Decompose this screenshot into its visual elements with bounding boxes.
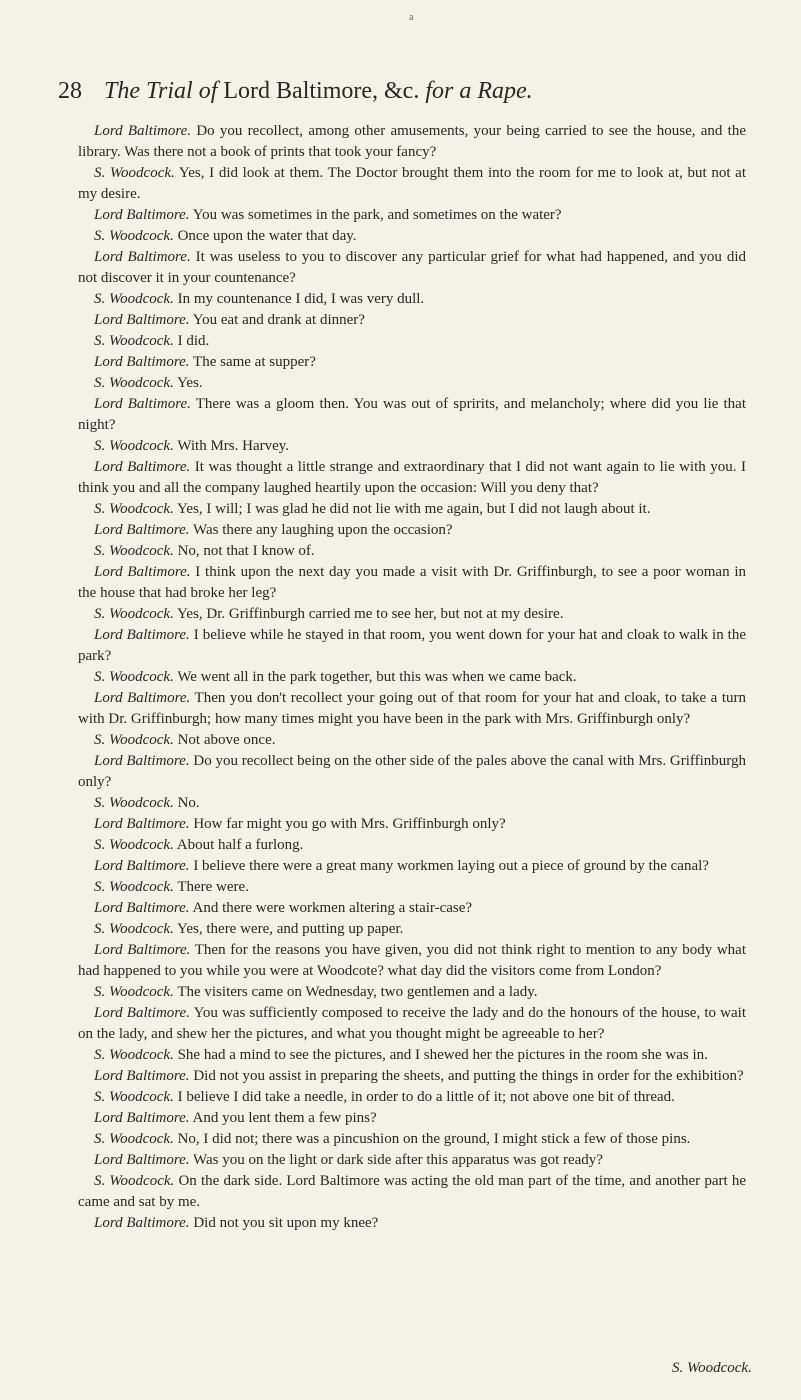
speech-text: Yes, Dr. Griffinburgh carried me to see her, but not at my desire. — [173, 606, 564, 622]
transcript-paragraph — [78, 1003, 746, 1045]
speech-text: Was you on the light or dark side after this apparatus was got ready? — [189, 1152, 603, 1168]
transcript-paragraph — [78, 751, 746, 793]
speech-text: About half a furlong. — [173, 837, 304, 853]
speaker-name: S. Woodcock. — [94, 165, 175, 181]
transcript-paragraph — [78, 730, 746, 751]
transcript-paragraph — [78, 121, 746, 163]
transcript-paragraph — [78, 1108, 746, 1129]
speech-text: Not above once. — [173, 732, 276, 748]
transcript-paragraph — [78, 541, 746, 562]
speaker-name: Lord Baltimore. — [94, 522, 190, 538]
speaker-name: S. Woodcock. — [94, 732, 174, 748]
speaker-name: Lord Baltimore. — [94, 1110, 190, 1126]
speaker-name: Lord Baltimore. — [94, 753, 190, 769]
transcript-paragraph — [78, 667, 746, 688]
speaker-name: S. Woodcock. — [94, 438, 174, 454]
speaker-name: Lord Baltimore. — [94, 816, 190, 832]
speech-text: You eat and drank at dinner? — [189, 312, 365, 328]
speech-text: And you lent them a few pins? — [189, 1110, 377, 1126]
speech-text: There were. — [173, 879, 249, 895]
speaker-name: S. Woodcock. — [94, 879, 174, 895]
transcript-paragraph — [78, 898, 746, 919]
speech-text: I think upon the next day you made a visit with Dr. Griffinburgh, to see a poor woman in the house that had broke her leg? — [78, 564, 746, 601]
speech-text: You was sometimes in the park, and sometimes on the water? — [189, 207, 562, 223]
speech-text: Once upon the water that day. — [173, 228, 357, 244]
speech-text: No. — [173, 795, 200, 811]
transcript-paragraph — [78, 982, 746, 1003]
speech-text: I believe while he stayed in that room, you went down for your hat and cloak to walk in the park? — [78, 627, 746, 664]
transcript-paragraph — [78, 436, 746, 457]
speech-text: I believe I did take a needle, in order to do a little of it; not above one bit of thread. — [173, 1089, 675, 1105]
speech-text: Yes, I will; I was glad he did not lie with me again, but I did not laugh about it. — [173, 501, 651, 517]
speaker-name: S. Woodcock. — [94, 228, 174, 244]
speaker-name: Lord Baltimore. — [94, 1215, 190, 1231]
header-title-italic: The Trial of — [104, 78, 218, 104]
transcript-paragraph — [78, 625, 746, 667]
transcript-paragraph — [78, 520, 746, 541]
speaker-name: Lord Baltimore. — [94, 249, 191, 265]
speech-text: Yes, I did look at them. The Doctor brought them into the room for me to look at, but not at my desire. — [78, 165, 747, 202]
transcript-paragraph — [78, 814, 746, 835]
speaker-name: Lord Baltimore. — [94, 207, 190, 223]
speech-text: With Mrs. Harvey. — [173, 438, 290, 454]
speech-text: Yes. — [173, 375, 203, 391]
speech-text: We went all in the park together, but this was when we came back. — [173, 669, 577, 685]
speaker-name: S. Woodcock. — [94, 795, 174, 811]
speech-text: On the dark side. Lord Baltimore was acting the old man part of the time, and another part he came and sat by me. — [78, 1173, 747, 1210]
transcript-paragraph — [78, 373, 746, 394]
running-header — [58, 76, 748, 106]
transcript-paragraph — [78, 226, 746, 247]
speech-text: She had a mind to see the pictures, and I shewed her the pictures in the room she was in. — [173, 1047, 708, 1063]
transcript-paragraph — [78, 856, 746, 877]
speaker-name: Lord Baltimore. — [94, 564, 191, 580]
header-title-italic-end: for a Rape. — [425, 78, 533, 104]
speaker-name: S. Woodcock. — [94, 669, 174, 685]
transcript-paragraph — [78, 1045, 746, 1066]
catchword: S. Woodcock. — [672, 1360, 752, 1376]
speaker-name: Lord Baltimore. — [94, 312, 190, 328]
speaker-name: S. Woodcock. — [94, 543, 174, 559]
speaker-name: S. Woodcock. — [94, 606, 174, 622]
speech-text: No, not that I know of. — [173, 543, 315, 559]
transcript-paragraph — [78, 835, 746, 856]
speaker-name: Lord Baltimore. — [94, 123, 192, 139]
speech-text: Did not you sit upon my knee? — [189, 1215, 379, 1231]
speech-text: Then you don't recollect your going out of that room for your hat and cloak, to take a turn with Dr. Griffinburgh; how many times might you have been in the park with Mrs. Griffinburgh only? — [78, 690, 746, 727]
header-title-plain: Lord Baltimore, &c. — [217, 78, 426, 104]
speaker-name: Lord Baltimore. — [94, 354, 190, 370]
transcript-paragraph — [78, 289, 746, 310]
transcript-paragraph — [78, 877, 746, 898]
transcript-paragraph — [78, 604, 746, 625]
speaker-name: Lord Baltimore. — [94, 942, 191, 958]
transcript-paragraph — [78, 394, 746, 436]
speech-text: There was a gloom then. You was out of spririts, and melancholy; where did you lie that night? — [78, 396, 746, 433]
speaker-name: S. Woodcock. — [94, 1173, 175, 1189]
speech-text: No, I did not; there was a pincushion on the ground, I might stick a few of those pins. — [173, 1131, 691, 1147]
speech-text: The same at supper? — [189, 354, 316, 370]
speech-text: Do you recollect being on the other side of the pales above the canal with Mrs. Griffinburgh only? — [78, 753, 746, 790]
transcript-paragraph — [78, 331, 746, 352]
speaker-name: Lord Baltimore. — [94, 1152, 190, 1168]
speech-text: And there were workmen altering a stair-case? — [189, 900, 473, 916]
transcript-paragraph — [78, 352, 746, 373]
speech-text: You was sufficiently composed to receive the lady and do the honours of the house, to wait on the lady, and shew her the pictures, and what you thought might be agreeable to her? — [78, 1005, 747, 1042]
speech-text: It was thought a little strange and extraordinary that I did not want again to lie with you. I think you and all the company laughed heartily upon the occasion: Will you deny that? — [78, 459, 747, 496]
speech-text: Then for the reasons you have given, you did not think right to mention to any body what had happened to you while you were at Woodcote? what day did the visitors come from London? — [78, 942, 746, 979]
transcript-paragraph — [78, 1171, 746, 1213]
speech-text: Did not you assist in preparing the sheets, and putting the things in order for the exhibition? — [189, 1068, 744, 1084]
speaker-name: Lord Baltimore. — [94, 690, 191, 706]
speech-text: I believe there were a great many workmen laying out a piece of ground by the canal? — [189, 858, 709, 874]
speech-text: Do you recollect, among other amusements, your being carried to see the house, and the library. Was there not a book of prints that took your fancy? — [78, 123, 746, 160]
speaker-name: Lord Baltimore. — [94, 1068, 190, 1084]
speaker-name: S. Woodcock. — [94, 501, 174, 517]
speech-text: Yes, there were, and putting up paper. — [173, 921, 404, 937]
transcript-paragraph — [78, 163, 746, 205]
transcript-paragraph — [78, 793, 746, 814]
transcript-paragraph — [78, 247, 746, 289]
speech-text: It was useless to you to discover any particular grief for what had happened, and you did not discover it in your countenance? — [78, 249, 746, 286]
transcript-paragraph — [78, 1129, 746, 1150]
speech-text: In my countenance I did, I was very dull. — [173, 291, 425, 307]
transcript-paragraph — [78, 1150, 746, 1171]
transcript-paragraph — [78, 205, 746, 226]
speech-text: I did. — [173, 333, 210, 349]
speaker-name: S. Woodcock. — [94, 837, 174, 853]
speech-text: The visiters came on Wednesday, two gentlemen and a lady. — [173, 984, 538, 1000]
speaker-name: S. Woodcock. — [94, 984, 174, 1000]
speaker-name: S. Woodcock. — [94, 333, 174, 349]
transcript-paragraph — [78, 310, 746, 331]
transcript-paragraph — [78, 940, 746, 982]
speaker-name: Lord Baltimore. — [94, 627, 190, 643]
speaker-name: S. Woodcock. — [94, 375, 174, 391]
speaker-name: S. Woodcock. — [94, 1131, 174, 1147]
printer-mark: a — [409, 12, 414, 23]
trial-transcript — [78, 121, 746, 1234]
speaker-name: Lord Baltimore. — [94, 858, 190, 874]
speaker-name: Lord Baltimore. — [94, 459, 191, 475]
speech-text: Was there any laughing upon the occasion? — [189, 522, 453, 538]
transcript-paragraph — [78, 499, 746, 520]
speaker-name: S. Woodcock. — [94, 921, 174, 937]
speech-text: How far might you go with Mrs. Griffinburgh only? — [189, 816, 506, 832]
transcript-paragraph — [78, 688, 746, 730]
speaker-name: Lord Baltimore. — [94, 900, 190, 916]
speaker-name: S. Woodcock. — [94, 1089, 174, 1105]
transcript-paragraph — [78, 1066, 746, 1087]
speaker-name: S. Woodcock. — [94, 291, 174, 307]
transcript-paragraph — [78, 1213, 746, 1234]
transcript-paragraph — [78, 562, 746, 604]
page-number: 28 — [58, 78, 82, 104]
speaker-name: Lord Baltimore. — [94, 1005, 190, 1021]
speaker-name: Lord Baltimore. — [94, 396, 191, 412]
transcript-paragraph — [78, 457, 746, 499]
transcript-paragraph — [78, 919, 746, 940]
transcript-paragraph — [78, 1087, 746, 1108]
speaker-name: S. Woodcock. — [94, 1047, 174, 1063]
